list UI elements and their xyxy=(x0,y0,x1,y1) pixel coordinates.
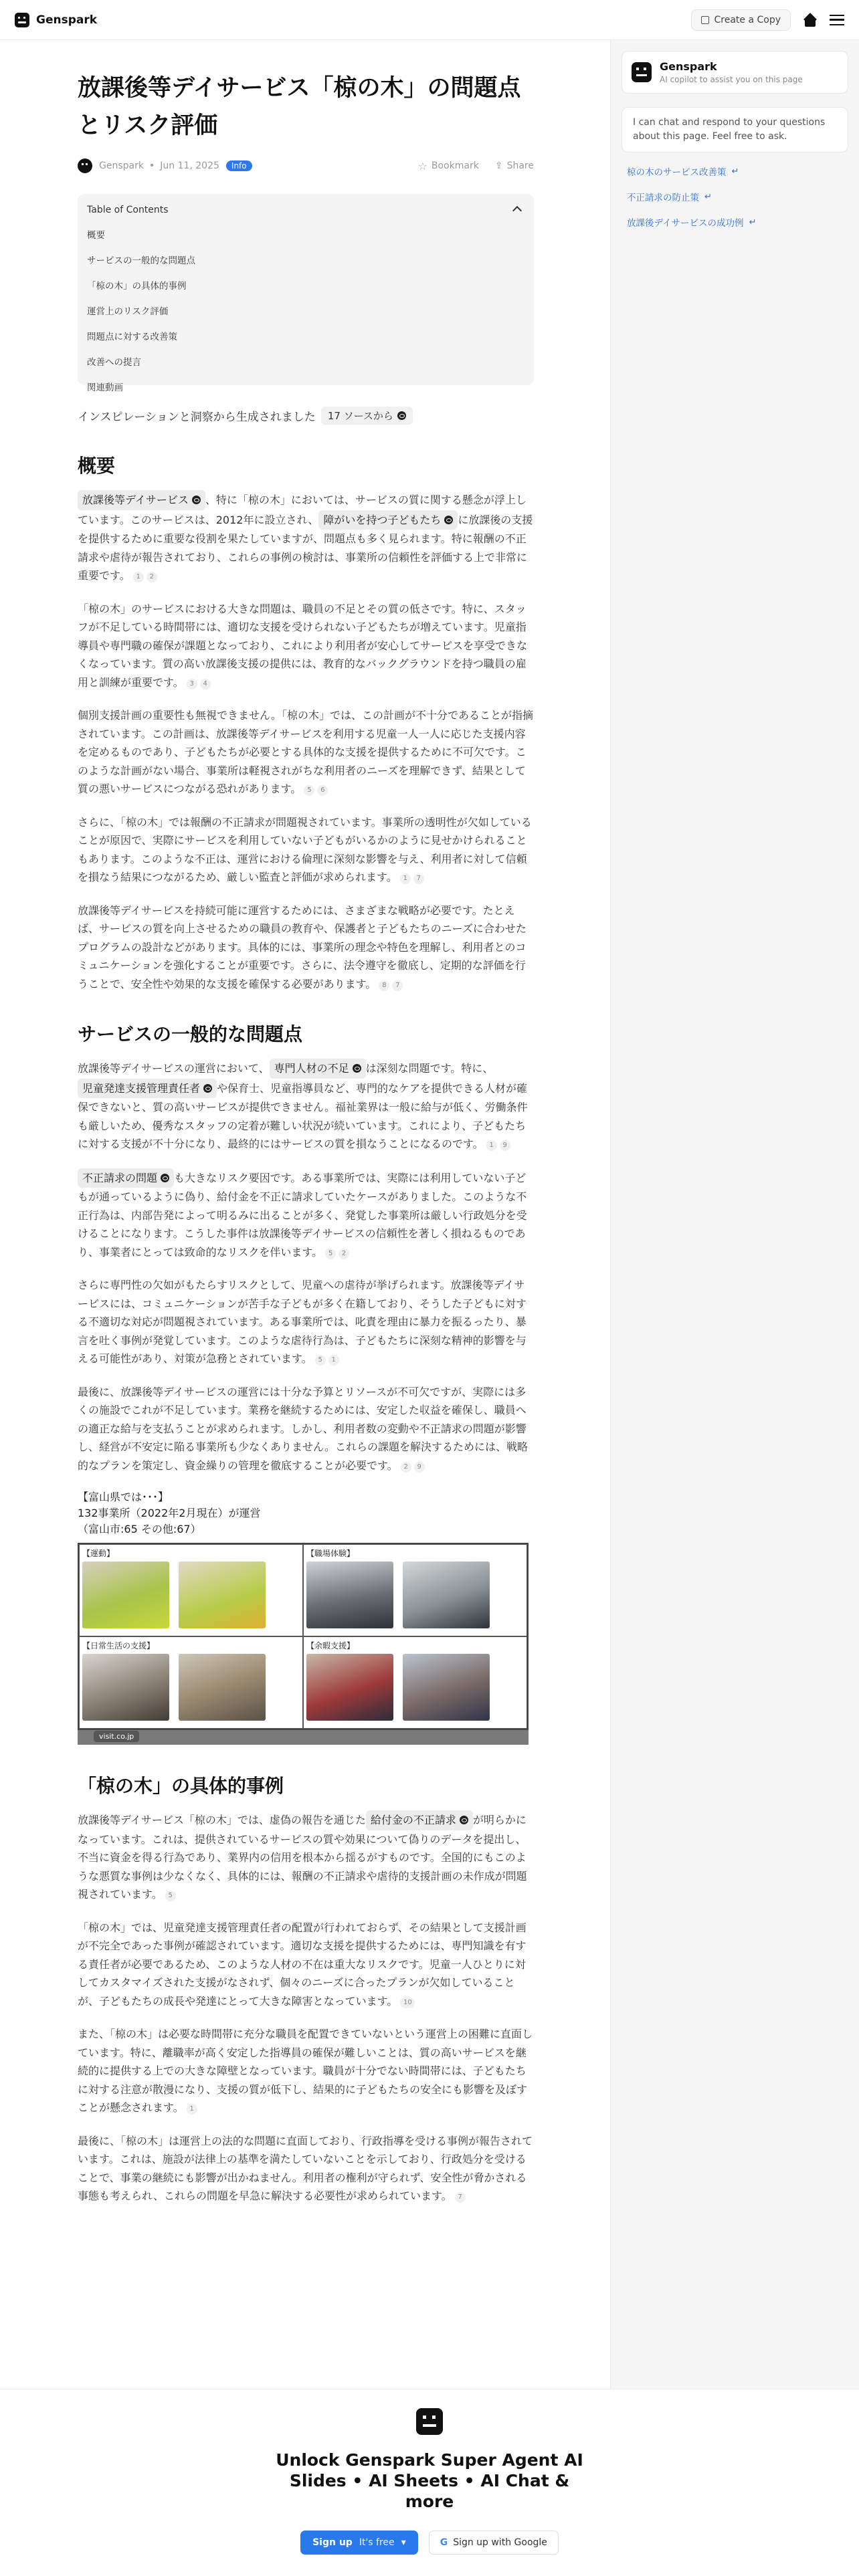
chip-label: 給付金の不正請求 xyxy=(370,1814,456,1826)
share-label: Share xyxy=(506,160,534,171)
sources-icon xyxy=(397,411,406,420)
page-title: 放課後等デイサービス「椋の木」の問題点とリスク評価 xyxy=(78,75,521,139)
photo-row xyxy=(306,1654,524,1721)
toc-item[interactable]: 運営上のリスク評価 xyxy=(87,306,169,317)
publish-date: Jun 11, 2025 xyxy=(160,160,219,171)
toc-item[interactable]: 概要 xyxy=(87,230,105,241)
toc-header[interactable] xyxy=(87,205,524,215)
paragraph-text: 、特に「椋の木」においては、サービスの質に関する懸念が浮上しています。このサービスは、2012年に設立され、 xyxy=(78,494,527,526)
citation-ref[interactable]: 2 xyxy=(147,572,157,582)
citation-ref[interactable]: 1 xyxy=(328,1355,339,1366)
citation-ref[interactable]: 7 xyxy=(413,873,424,884)
sources-label: 17 ソースから xyxy=(327,410,393,422)
keyword-chip[interactable] xyxy=(318,510,458,530)
chip-search-icon xyxy=(353,1064,361,1073)
chip-search-icon xyxy=(192,496,201,504)
chip-search-icon xyxy=(203,1084,212,1093)
meta-actions xyxy=(418,160,534,173)
paragraph xyxy=(78,600,534,692)
chip-label: 放課後等デイサービス xyxy=(82,494,189,506)
copy-icon xyxy=(701,16,709,24)
meta-separator: • xyxy=(149,160,155,171)
paragraph xyxy=(78,2132,534,2206)
section-heading-overview: 概要 xyxy=(78,455,116,477)
paragraph-text: 個別支援計画の重要性も無視できません。「椋の木」では、この計画が不十分であることが指摘されています。この計画は、放課後等デイサービスを利用する児童一人一人に応じた支援内容を定めるものであり、子どもたちが必要とする具体的な支援を提供するために不可欠です。このような計画がない場合、事業所は軽視されがちな利用者のニーズを理解できず、結果として質の悪いサービスにつながる恐れがあります。 xyxy=(78,709,533,795)
keyword-chip[interactable] xyxy=(366,1810,473,1830)
paragraph xyxy=(78,1383,534,1475)
paragraph xyxy=(78,1168,534,1262)
share-button[interactable] xyxy=(495,160,534,173)
star-icon: ☆ xyxy=(417,159,427,173)
paragraph-text: 「椋の木」のサービスにおける大きな問題は、職員の不足とその質の低さです。特に、スタッフが不足している時間帯には、適切な支援を受けられない子どもたちが増えています。児童指導員や専門職の確保が課題となっており、これにより利用者が安心してサービスを享受できなくなっています。質の高い放課後支援の提供には、教育的なバックグラウンドを持つ職員の雇用と訓練が重要です。 xyxy=(78,602,528,689)
paragraph-text: さらに専門性の欠如がもたらすリスクとして、児童への虐待が挙げられます。放課後等デイサービスには、コミュニケーションが苦手な子どもが多く在籍しており、そうした子どもに対する不適切な対応が問題視されています。ある事業所では、叱責を理由に暴力を振るったり、暴言を吐く事例が発覚しています。このような虐待行為は、子どもたちに深刻な精神的影響を与える可能性があり、対策が急務とされています。 xyxy=(78,1279,527,1365)
paragraph-text: 「椋の木」では、児童発達支援管理責任者の配置が行われておらず、その結果として支援計画が不完全であった事例が確認されています。適切な支援を提供するためには、専門知識を有する責任者が必要であるため、このような人材の不在は重大なリスクです。児童一人ひとりに対してカスタマイズされた支援がなされず、個々のニーズに合ったプランが欠如していることが、子どもたちの成長や発達にとって大きな障害となっています。 xyxy=(78,1921,527,2008)
inspiration-text: インスピレーションと洞察から生成されました xyxy=(78,411,316,424)
figure-footer xyxy=(78,1730,529,1745)
citation-ref[interactable]: 5 xyxy=(165,1891,176,1901)
ai-copilot-text xyxy=(660,60,803,84)
photo xyxy=(82,1654,169,1721)
toc-item[interactable]: 改善への提言 xyxy=(87,357,141,368)
suggestion-link[interactable] xyxy=(627,165,848,178)
top-actions xyxy=(691,9,844,31)
menu-icon[interactable] xyxy=(830,15,844,25)
paragraph xyxy=(78,1059,534,1154)
citation-ref[interactable]: 2 xyxy=(339,1249,349,1259)
toc-item[interactable]: 関連動画 xyxy=(87,383,123,393)
toc-item[interactable]: 「椋の木」の具体的事例 xyxy=(87,281,187,292)
section-heading-case: 「椋の木」の具体的事例 xyxy=(78,1775,284,1797)
ai-copilot-card xyxy=(622,51,848,94)
paragraph xyxy=(78,1276,534,1368)
author-avatar xyxy=(78,158,92,173)
chip-search-icon xyxy=(444,516,453,524)
article xyxy=(78,40,534,2220)
chip-label: 児童発達支援管理責任者 xyxy=(82,1081,201,1095)
keyword-chip[interactable] xyxy=(270,1059,366,1079)
paragraph-text: 最後に、「椋の木」は運営上の法的な問題に直面しており、行政指導を受ける事例が報告されています。これは、施設が法律上の基準を満たしていないことを示しており、行政処分を受けることで、事業の継続にも影響が出かねません。利用者の権利が守られず、安全性が脅かされる事態も考えられ、これらの問題を早急に解決する必要性が求められています。 xyxy=(78,2134,533,2202)
photo-row xyxy=(306,1562,524,1628)
chevron-down-icon: ▾ xyxy=(401,2537,406,2548)
citation-ref[interactable]: 7 xyxy=(392,980,403,991)
citation-ref[interactable]: 7 xyxy=(455,2192,466,2203)
top-bar xyxy=(0,0,859,40)
citation-ref[interactable]: 1 xyxy=(133,572,144,582)
citation-ref[interactable]: 5 xyxy=(304,785,314,796)
photo-grid xyxy=(78,1543,529,1730)
create-copy-button[interactable] xyxy=(691,9,791,31)
paragraph xyxy=(78,2025,534,2117)
home-icon[interactable] xyxy=(803,13,818,27)
bookmark-label: Bookmark xyxy=(431,160,479,171)
paragraph-text: さらに、「椋の木」では報酬の不正請求が問題視されています。事業所の透明性が欠如していることが原因で、実際にサービスを利用していない子どもがいるかのように見せかけられることもあります。このような不正は、運営における倫理に深刻な影響を与え、利用者に対して信頼を損なう結果につながるため、厳しい監査と評価が求められます。 xyxy=(78,815,532,883)
photo xyxy=(179,1654,266,1721)
suggestion-label: 椋の木のサービス改善策 xyxy=(627,167,727,178)
signup-label: Sign up xyxy=(312,2537,353,2548)
genspark-logo-icon xyxy=(632,62,652,82)
ai-message: I can chat and respond to your questions about this page. Feel free to ask. xyxy=(622,107,848,152)
return-arrow-icon: ↵ xyxy=(704,191,712,202)
photo-cell-label: 【余暇支援】 xyxy=(306,1641,355,1650)
citation-ref[interactable]: 3 xyxy=(187,679,197,689)
info-badge: Info xyxy=(226,160,252,171)
citation-ref[interactable]: 5 xyxy=(315,1355,326,1366)
photo xyxy=(403,1654,490,1721)
paragraph xyxy=(78,813,534,887)
paragraph-text: に放課後の支援を提供するために重要な役割を果たしていますが、問題点も多く見られます。特に報酬の不正請求や虐待が報告されており、これらの事例の検討は、事業所の信頼性を評価する上で非常に重要です。 xyxy=(78,513,533,582)
share-icon: ⇪ xyxy=(494,160,503,171)
paragraph-text: また、「椋の木」は必要な時間帯に充分な職員を配置できていないという運営上の困難に直面しています。特に、離職率が高く安定した指導員の確保が難しいことは、質の高いサービスを継続的に提供する上での大きな障壁となっています。職員が十分でない時間帯には、子どもたちに対する注意が散漫になり、支援の質が低下し、結果的に子どもたちの安全にも影響を及ぼすことが懸念されます。 xyxy=(78,2028,533,2114)
paragraph-text: 最後に、放課後等デイサービスの運営には十分な予算とリソースが不可欠ですが、実際には多くの施設でこれが不足しています。業務を継続するためには、安定した収益を確保し、職員への適正な給与を支払うことが求められます。しかし、利用者数の変動や不正請求の問題が影響し、経営が不安定に陥る事業所も少なくありません。これらの課題を解決するためには、戦略的なプランを策定し、資金繰りの管理を徹底することが必要です。 xyxy=(78,1385,528,1472)
photo xyxy=(403,1562,490,1628)
table-of-contents xyxy=(78,194,534,393)
chip-search-icon xyxy=(161,1174,169,1182)
toc-title: Table of Contents xyxy=(87,205,169,215)
return-arrow-icon: ↵ xyxy=(731,166,739,177)
citation-ref[interactable]: 1 xyxy=(486,1140,497,1151)
photo-cell xyxy=(303,1636,527,1729)
article-meta xyxy=(78,158,534,174)
citation-ref[interactable]: 5 xyxy=(325,1249,336,1259)
google-icon: G xyxy=(440,2537,448,2548)
photo-row xyxy=(82,1654,300,1721)
photo-cell xyxy=(303,1544,527,1636)
toc-item[interactable]: サービスの一般的な問題点 xyxy=(87,255,195,266)
promo-buttons xyxy=(0,2531,859,2555)
citation-ref[interactable]: 9 xyxy=(500,1140,510,1151)
photo-cell-label: 【運動】 xyxy=(82,1549,115,1558)
paragraph-text: も大きなリスク要因です。ある事業所では、実際には利用していない子どもが通っているように偽り、給付金を不正に請求していたケースがありました。このような不正行為は、内部告発によって明るみに出ることが多く、発覚した事業所は厳しい行政処分を受けることになります。こうした事件は放課後等デイサービスの信頼性を著しく損ねるものであり、事業者にとっては致命的なリスクを伴います。 xyxy=(78,1171,527,1259)
paragraph xyxy=(78,1919,534,2011)
section-heading-general: サービスの一般的な問題点 xyxy=(78,1023,303,1045)
citation-ref[interactable]: 6 xyxy=(317,785,328,796)
infographic-figure[interactable] xyxy=(78,1489,534,1745)
suggestion-link[interactable] xyxy=(627,215,848,229)
chip-label: 専門人材の不足 xyxy=(274,1062,349,1075)
google-signup-label: Sign up with Google xyxy=(453,2537,547,2548)
genspark-logo-icon xyxy=(416,2408,443,2435)
return-arrow-icon: ↵ xyxy=(749,217,757,227)
suggestion-link[interactable] xyxy=(627,190,848,203)
paragraph-text: 放課後等デイサービスを持続可能に運営するためには、さまざまな戦略が必要です。たとえば、サービスの質を向上させるための職員の教育や、保護者と子どもたちのニーズに合わせたプログラムの設計などがあります。具体的には、事業所の理念や特色を理解し、利用者とのコミュニケーションを強化することが重要です。さらに、法令遵守を徹底し、定期的な評価を行うことで、安全性や効果的な支援を確保する必要があります。 xyxy=(78,903,527,990)
toc-item[interactable]: 問題点に対する改善策 xyxy=(87,332,177,342)
citation-ref[interactable]: 1 xyxy=(400,873,411,884)
figure-caption: 【富山県では･･･】 132事業所（2022年2月現在）が運営 （富山市:65 その他:67） xyxy=(78,1491,261,1535)
keyword-chip[interactable] xyxy=(78,490,205,510)
paragraph xyxy=(78,1810,534,1904)
photo-cell-label: 【職場体験】 xyxy=(306,1549,355,1558)
keyword-chip[interactable] xyxy=(78,1168,174,1188)
signup-promo xyxy=(0,2389,859,2576)
create-copy-label: Create a Copy xyxy=(714,14,781,25)
sources-pill[interactable] xyxy=(321,407,413,425)
citation-ref[interactable]: 10 xyxy=(400,1998,415,2008)
citation-ref[interactable]: 8 xyxy=(379,980,389,991)
suggestion-label: 放課後デイサービスの成功例 xyxy=(627,218,744,229)
photo xyxy=(179,1562,266,1628)
suggestion-label: 不正請求の防止策 xyxy=(627,193,699,203)
genspark-logo-icon xyxy=(15,13,29,27)
chip-label: 障がいを持つ子どもたち xyxy=(323,513,442,526)
ai-sidebar xyxy=(610,40,859,2394)
citation-ref[interactable]: 9 xyxy=(414,1462,425,1473)
chevron-up-icon[interactable] xyxy=(512,206,522,215)
paragraph-text: は深刻な問題です。特に、 xyxy=(365,1062,494,1075)
photo-row xyxy=(82,1562,300,1628)
photo-cell xyxy=(79,1636,303,1729)
photo-cell xyxy=(79,1544,303,1636)
paragraph xyxy=(78,901,534,994)
chip-label: 不正請求の問題 xyxy=(82,1171,158,1184)
paragraph-text: が明らかになっています。これは、提供されているサービスの質や効果について偽りのデータを提出し、不当に資金を得る行為であり、業界内の信用を根本から揺るがすものです。全国的にもこのような悪質な事例は少なくなく、具体的には、報酬の不正請求や虐待的支援計画の未作成が問題視されています。 xyxy=(78,1814,527,1901)
paragraph-text: や保育士、児童指導員など、専門的なケアを提供できる人材が確保できないと、質の高いサービスが提供できません。福祉業界は一般に給与が低く、労働条件も厳しいため、優秀なスタッフの定着が難しい状況が続いています。これにより、子どもたちに対する支援が不十分になり、最終的にはサービスの質を損なうことになるのです。 xyxy=(78,1081,528,1150)
photo-cell-label: 【日常生活の支援】 xyxy=(82,1641,155,1650)
citation-ref[interactable]: 2 xyxy=(401,1462,411,1473)
citation-ref[interactable]: 1 xyxy=(187,2104,197,2115)
inspiration-line xyxy=(78,407,534,425)
photo xyxy=(82,1562,169,1628)
ai-subtitle: AI copilot to assist you on this page xyxy=(660,75,803,84)
chip-search-icon xyxy=(460,1816,468,1824)
paragraph xyxy=(78,490,534,585)
paragraph-text: 放課後等デイサービス「椋の木」では、虚偽の報告を通じた xyxy=(78,1814,366,1826)
signup-button[interactable] xyxy=(300,2531,418,2555)
photo xyxy=(306,1562,393,1628)
keyword-chip[interactable] xyxy=(78,1079,217,1099)
brand[interactable] xyxy=(15,13,97,27)
bookmark-button[interactable] xyxy=(418,160,479,173)
paragraph xyxy=(78,706,534,798)
ai-name: Genspark xyxy=(660,60,717,73)
brand-name: Genspark xyxy=(36,13,98,27)
google-signup-button[interactable] xyxy=(429,2531,559,2555)
image-source-tag[interactable]: visit.co.jp xyxy=(94,1731,139,1742)
promo-title: Unlock Genspark Super Agent AI Slides • AI Sheets • AI Chat & more xyxy=(276,2450,583,2511)
paragraph-text: 放課後等デイサービスの運営において、 xyxy=(78,1062,270,1075)
citation-ref[interactable]: 4 xyxy=(200,679,211,689)
photo xyxy=(306,1654,393,1721)
author-name: Genspark xyxy=(99,160,144,171)
free-label: It's free xyxy=(359,2537,395,2548)
